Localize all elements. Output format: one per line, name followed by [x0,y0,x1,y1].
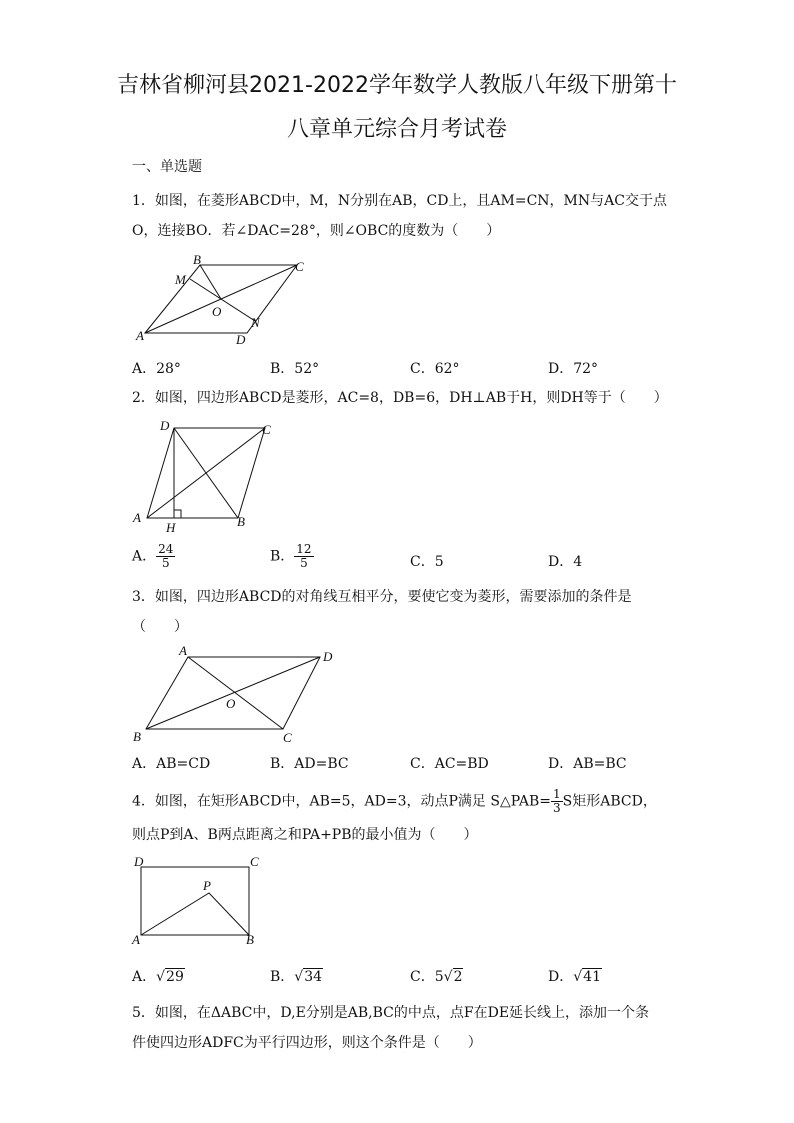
right-angle-mark [174,510,181,518]
label-d: D [134,854,144,869]
q4-option-b: B．√34 [270,969,323,985]
q1-option-a: A．28° [132,361,181,377]
q1-option-b: B．52° [270,361,320,377]
q1-option-c: C．62° [410,361,460,377]
label-d: D [160,418,170,433]
label-o: O [212,304,222,319]
q2-option-d: D．4 [548,554,583,570]
q1-option-d: D．72° [548,361,599,377]
section-heading: 一、单选题 [132,159,202,175]
q4-option-d: D．√41 [548,969,601,985]
label-b: B [133,729,141,744]
label-d: D [236,332,246,347]
label-c: C [262,422,271,437]
q3-option-d: D．AB=BC [548,756,627,772]
label-d: D [323,649,333,664]
segment-mn [190,279,255,321]
diagonal-ac [188,657,283,729]
label-c: C [250,854,259,869]
q4-option-c: C．5√2 [410,969,463,985]
diagonal-bd [146,657,320,729]
question-3-figure [130,643,340,745]
question-3-text-line-2: （ ） [132,619,188,635]
label-m: M [175,272,186,287]
label-b: B [237,514,245,529]
q3-option-c: C．AC=BD [410,756,489,772]
q4-option-a: A．√29 [132,969,184,985]
question-4-text-line-2: 则点P到A、B两点距离之和PA+PB的最小值为（ ） [132,827,478,843]
question-4-figure [130,852,265,948]
question-4-text-line-1: 4．如图，在矩形ABCD中，AB=5，AD=3，动点P满足 S△PAB= $\frac{1}{3}$ S矩形ABCD， [132,787,657,815]
q2-option-b: B． $\frac{12}{5}$ [270,542,312,570]
label-c: C [295,259,304,274]
label-h: H [166,520,176,535]
label-c: C [283,730,292,745]
question-2-figure [130,416,280,538]
question-1-text-line-2: O，连接BO．若∠DAC=28°，则∠OBC的度数为（ ） [132,223,501,239]
label-a: A [136,328,144,343]
label-b: B [246,932,254,947]
question-2-text: 2．如图，四边形ABCD是菱形，AC=8，DB=6，DH⊥AB于H，则DH等于（ ） [132,390,668,406]
label-a: A [179,643,187,658]
question-1-text-line-1: 1．如图，在菱形ABCD中，M，N分别在AB，CD上，且AM=CN，MN与AC交于点 [132,193,667,209]
page-title-line-1: 吉林省柳河县2021-2022学年数学人教版八年级下册第十 [117,73,677,98]
question-5-text-line-1: 5．如图，在ΔABC中，D,E分别是AB,BC的中点，点F在DE延长线上，添加一个条 [132,1005,650,1021]
segment-bo [200,265,221,299]
question-5-text-line-2: 件使四边形ADFC为平行四边形，则这个条件是（ ） [132,1035,482,1051]
q3-option-a: A．AB=CD [132,756,211,772]
label-a: A [132,932,140,947]
q3-option-b: B．AD=BC [270,756,349,772]
label-p: P [203,878,211,893]
label-o: O [226,696,236,711]
q2-option-a: A． $\frac{24}{5}$ [132,542,174,570]
question-1-figure [130,250,320,348]
q2-option-c: C．5 [410,554,444,570]
label-n: N [251,315,260,330]
question-3-text-line-1: 3．如图，四边形ABCD的对角线互相平分，要使它变为菱形，需要添加的条件是 [132,589,632,605]
segments-pa-pb [141,893,249,935]
page-title-line-2: 八章单元综合月考试卷 [286,117,507,142]
label-b: B [193,252,201,267]
diagonal-db [174,428,238,518]
label-a: A [133,510,141,525]
